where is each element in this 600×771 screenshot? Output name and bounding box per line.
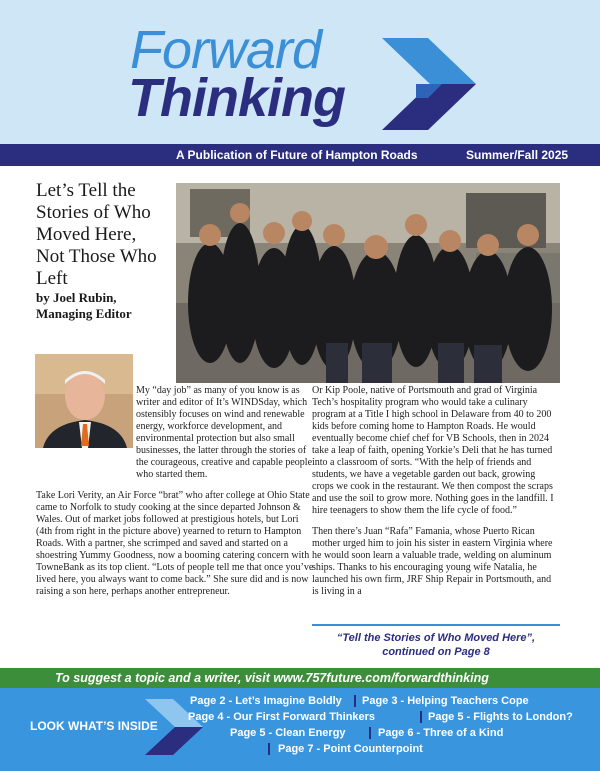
masthead-title-forward: Forward <box>130 20 322 80</box>
article-column-2 <box>312 385 558 607</box>
continued-notice <box>312 624 560 659</box>
cta-bar <box>0 668 600 688</box>
article-paragraph: Take Lori Verity, an Air Force “brat” who after college at Ohio State came to Norfolk to study cooking at the since departed Johnson & Wales. Out of market jobs followed at prestigious hotels, but Lori (4th from right in the picture above) yearned to return to Hampton Roads. With a partner, she scrimped and saved and started on a shoestring Yummy Goodness, now a booming catering concern with TowneBank as its top client. “Lots of people tell me that once you’ve lived here, you always want to come back.” She sure did and is now raising a son here, perhaps another entrepreneur. <box>36 490 314 597</box>
masthead-title-thinking: Thinking <box>128 68 345 128</box>
article-headline: Let’s Tell the Stories of Who Moved Here, Not Those Who Left <box>36 180 157 289</box>
inside-label: LOOK WHAT’S INSIDE <box>30 719 158 733</box>
toc-item-page5-energy[interactable]: Page 5 - Clean Energy <box>230 727 346 739</box>
article-paragraph: My “day job” as many of you know is as writer and editor of It’s WINDSday, which ostensibly focuses on wind and renewable energy, workforce development, and environmental protection but also small businesses, the latter through the stories of the courageous, creative and capable people who started them. <box>136 385 313 480</box>
toc-separator <box>268 743 270 755</box>
toc-item-page4[interactable]: Page 4 - Our First Forward Thinkers <box>188 711 376 723</box>
article-byline: by Joel Rubin, Managing Editor <box>36 290 132 321</box>
toc-item-page7[interactable]: Page 7 - Point Counterpoint <box>278 743 423 755</box>
toc-item-page5-flights[interactable]: Page 5 - Flights to London? <box>428 711 573 723</box>
toc-item-page6[interactable]: Page 6 - Three of a Kind <box>378 727 504 739</box>
article-paragraph: Or Kip Poole, native of Portsmouth and grad of Virginia Tech’s hospitality program who would take a culinary program at a Title I high school in Delaware from 40 to 200 kids before coming home to Hampton Roads. He would eventually become chief chef for VB Schools, then in 2024 take a leap of faith, opening Yorkie’s Deli that he has turned into a classroom of sorts. “With the help of friends and students, we have a vegetable garden out back, growing crops we cook in the restaurant. We then compost the scraps and use the soil to grow more. Nothing goes in the landfill. I hire teenagers to show them the life cycle of food.” <box>312 385 554 516</box>
publication-name: A Publication of Future of Hampton Roads <box>176 148 418 162</box>
article-paragraph: Then there’s Juan “Rafa” Famania, whose Puerto Rican mother urged him to join his sister in eastern Virginia where he would soon learn a valuable trade, welding on aluminum ships. Thanks to his encouraging young wife Natalia, he launched his own firm, JRF Ship Repair in Portsmouth, and is living in a <box>312 526 553 597</box>
toc-item-page2[interactable]: Page 2 - Let’s Imagine Boldly <box>190 695 342 707</box>
toc-separator <box>420 711 422 723</box>
masthead <box>0 0 600 144</box>
issue-season: Summer/Fall 2025 <box>466 148 569 162</box>
continued-page[interactable]: continued on Page 8 <box>382 646 490 658</box>
continued-title: “Tell the Stories of Who Moved Here”, <box>336 632 536 644</box>
cta-link[interactable]: To suggest a topic and a writer, visit www.757future.com/forwardthinking <box>55 671 489 685</box>
toc-separator <box>369 727 371 739</box>
toc-separator <box>354 695 356 707</box>
chevron-logo-icon <box>382 38 476 130</box>
publication-bar <box>0 144 600 166</box>
article-column-1 <box>36 385 314 607</box>
toc-item-page3[interactable]: Page 3 - Helping Teachers Cope <box>362 695 529 707</box>
group-photo <box>176 183 560 383</box>
